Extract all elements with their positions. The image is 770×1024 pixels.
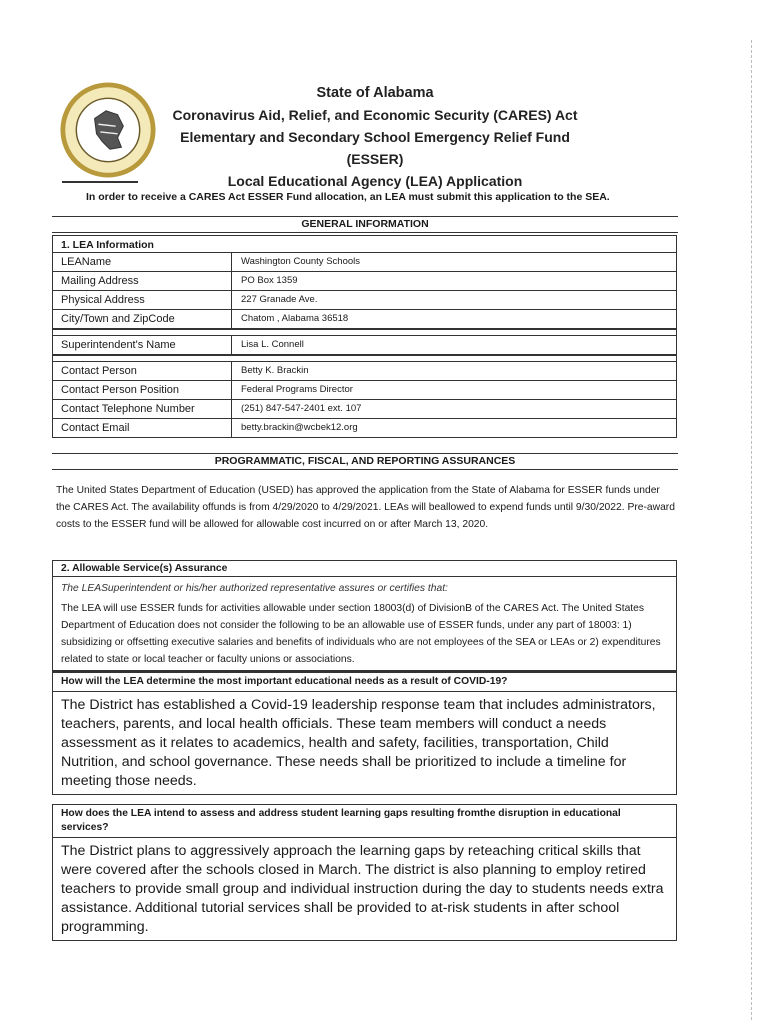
assurance-box: [52, 560, 677, 795]
question-needs: How will the LEA determine the most important educational needs as a result of COVID-19?: [53, 670, 676, 692]
field-label: Contact Person Position: [53, 381, 232, 399]
table-row: [53, 419, 676, 437]
field-label: Contact Telephone Number: [53, 400, 232, 418]
lea-information-table: [52, 235, 677, 438]
physical-address-value: 227 Granade Ave.: [241, 294, 318, 305]
field-label: Contact Person: [53, 362, 232, 380]
answer-learning-gaps: The District plans to aggressively approach the learning gaps by reteaching critical skills that were covered after the schools closed in March. The district is also planning to employ retired teachers to provide small group and individual instruction during the day to students needs extra assistance. Additional tutorial services shall be provided to at-risk students in after school programming.: [61, 843, 664, 935]
table-spacer: [53, 355, 676, 362]
assurance-body: The LEA will use ESSER funds for activities allowable under section 18003(d) of DivisionB of the CARES Act. The United States Department of Education does not consider the following to be an allowable use of ESSER funds, under any part of 18003: 1) subsidizing or offsetting executive salaries and benefits of individuals who are not employees of the SEA or LEAs or 2) expenditures related to state or local teacher or faculty unions or associations.: [61, 603, 661, 665]
assurance-certifies-text: The LEASuperintendent or his/her authorized representative assures or certifies that:: [61, 583, 448, 594]
field-label: Superintendent's Name: [53, 336, 232, 354]
field-label: City/Town and ZipCode: [53, 310, 232, 328]
table-row: [53, 400, 676, 419]
table-row: [53, 381, 676, 400]
assurance-title: 2. Allowable Service(s) Assurance: [53, 561, 676, 577]
table-row: [53, 272, 676, 291]
contact-person-value: Betty K. Brackin: [241, 365, 309, 376]
city-zip-value: Chatom , Alabama 36518: [241, 313, 349, 324]
header-application: Local Educational Agency (LEA) Application: [227, 173, 523, 189]
field-label: LEAName: [53, 253, 232, 271]
superintendent-value: Lisa L. Connell: [241, 339, 304, 350]
document-header: [160, 82, 590, 192]
header-act: Coronavirus Aid, Relief, and Economic Security (CARES) Act: [172, 107, 578, 123]
field-label: Contact Email: [53, 419, 232, 437]
table-spacer: [53, 329, 676, 336]
field-label: Physical Address: [53, 291, 232, 309]
mailing-address-value: PO Box 1359: [241, 275, 298, 286]
answer-needs: The District has established a Covid-19 leadership response team that includes administrators, teachers, parents, and local health officials. These team members will conduct a needs assessment as it relates to academics, health and safety, facilities, transportation, Child Nutrition, and school governance. These needs shall be prioritized to include a timeline for meeting those needs.: [61, 697, 656, 789]
header-fund: Elementary and Secondary School Emergency Relief Fund (ESSER): [180, 129, 570, 167]
general-information-heading: GENERAL INFORMATION: [52, 216, 678, 233]
instruction-text: In order to receive a CARES Act ESSER Fund allocation, an LEA must submit this application to the SEA.: [86, 191, 610, 203]
table-row: [53, 362, 676, 381]
alabama-state-seal-icon: [60, 82, 156, 178]
table-row: [53, 291, 676, 310]
contact-email-value: betty.brackin@wcbek12.org: [241, 422, 358, 433]
lea-information-title: 1. LEA Information: [53, 236, 676, 253]
question-learning-gaps: How does the LEA intend to assess and address student learning gaps resulting fromthe disruption in educational services?: [53, 805, 676, 838]
lea-name-value: Washington County Schools: [241, 256, 360, 267]
scan-margin-line: [751, 40, 752, 1020]
contact-phone-value: (251) 847-547-2401 ext. 107: [241, 403, 362, 414]
programmatic-paragraph: The United States Department of Education (USED) has approved the application from the State of Alabama for ESSER funds under the CARES Act. The availability offunds is from 4/29/2020 to 4/29/2021. LEAs will beallowed to expend funds until 9/30/2022. Pre-award costs to the ESSER fund will be allowed for allowable cost incurred on or after March 13, 2020.: [56, 485, 675, 530]
programmatic-heading: PROGRAMMATIC, FISCAL, AND REPORTING ASSURANCES: [52, 453, 678, 470]
table-row: [53, 336, 676, 355]
table-row: [53, 253, 676, 272]
header-state: State of Alabama: [316, 85, 434, 101]
header-divider: [62, 181, 138, 183]
contact-position-value: Federal Programs Director: [241, 384, 353, 395]
field-label: Mailing Address: [53, 272, 232, 290]
table-row: [53, 310, 676, 329]
learning-gaps-box: [52, 804, 677, 941]
